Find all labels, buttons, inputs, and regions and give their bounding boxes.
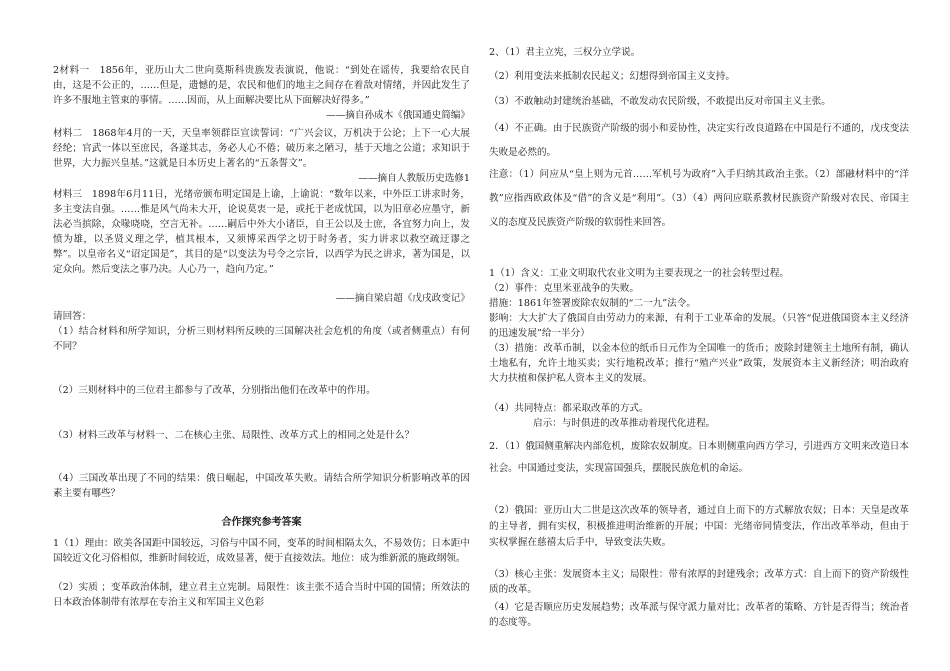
answer-2-4: （4）不正确。由于民族资产阶级的弱小和妥协性，决定实行改良道路在中国是行不通的，戊戌变法失败是必然的。: [489, 123, 909, 158]
material-one: 2材料一 1856年，亚历山大二世向莫斯科贵族发表演说，他说：“到处在谣传，我要给农民自由，这是不公正的，……但是，遗憾的是，农民和他们的地主之间存在着敌对情绪，并因此发生了许多不服地主管束的事情。……因而，从上面解决要比从下面解决好得多。”: [53, 65, 470, 106]
answer-b1-3: 措施：1861年签署废除农奴制的“二一九”法令。: [489, 298, 696, 309]
answer-b1-2: （2）事件：克里米亚战争的失败。: [489, 283, 640, 294]
answer-c2-3: （3）核心主张：发展资本主义；局限性：带有浓厚的封建残余；改革方式：自上而下的资产阶级性质的改革。: [489, 569, 909, 595]
answer-b1-1: 1（1）含义：工业文明取代农业文明为主要表现之一的社会转型过程。: [489, 268, 790, 279]
answer-b1-6: （4）共同特点：都采取改革的方式。: [489, 403, 649, 414]
answer-b1-4: 影响：大大扩大了俄国自由劳动力的来源，有利于工业革命的发展。（只答“促进俄国资本主义经济的迅速发展”给一半分）: [489, 313, 909, 339]
answer-2: （2）实质 ；变革政治体制，建立君主立宪制。局限性：该主张不适合当时中国的国情；所效法的日本政治体制带有浓厚在专治主义和军国主义色彩: [53, 582, 470, 608]
answer-prompt: 请回答：: [53, 311, 92, 322]
answer-2-3: （3）不敢触动封建统治基础，不敢发动农民阶级，不敢提出反对帝国主义主张。: [489, 96, 831, 107]
material-three-source: ——摘自梁启超《戊戌政变记》: [335, 293, 470, 304]
material-three: 材料三 1898年6月11日，光绪帝颁布明定国是上谕，上谕说：“数年以来，中外臣工讲求时务，多主变法自强。……惟是风气尚未大开，论说莫衷一是，或托于老成忧国，以为旧章必应墨守，新法必当摈除，众喙哓哓，空言无补。……嗣后中外大小诸臣，自王公以及士庶，各宜努力向上，发愤为雄，以圣贤义理之学，植其根本，又须博采西学之切于时务者，实力讲求以救空疏迂谬之弊”。以皇帝名义“诏定国是”，其目的是“以变法为号令之宗旨，以西学为民之讲求，著为国是，以定众向。然后变法之事乃决。人心乃一，趋向乃定。”: [53, 189, 470, 275]
answer-note: 注意：（1）问应从“皇上则为元首……军机号为政府”入手归纳其政治主张。（2）部融材料中的“洋教”应指西欧政体及“借”的含义是“利用”。（3）（4）两问应联系教材民族资产阶级对农民、帝国主义的态度及民族资产阶级的软弱性来回答。: [489, 169, 909, 228]
answer-b1-5: （3）措施：改革币制，以金本位的纸币日元作为全国唯一的货币；废除封建领主土地所有制，确认土地私有，允许土地买卖；实行地税改革；推行“殖产兴业”政策，发展资本主义新经济；明治政府大力扶植和保护私人资本主义的发展。: [489, 343, 909, 384]
material-two: 材料二 1868年4月的一天，天皇率领群臣宣读誓词：“广兴会议，万机决于公论；上下一心大展经纶；官武一体以至庶民，各遂其志，务必人心不倦；破历来之陋习，基于天地之公道；求知识于世界，大力振兴皇基。”这就是日本历史上著名的“五条誓文”。: [53, 128, 470, 169]
question-1: （1）结合材料和所学知识，分析三则材料所反映的三国解决社会危机的角度（或者侧重点）有何不同？: [53, 326, 470, 352]
answer-c2-1: 2．（1）俄国侧重解决内部危机，废除农奴制度。日本则侧重向西方学习，引进西方文明来改造日本社会。中国通过变法，实现富国强兵，摆脱民族危机的命运。: [489, 441, 909, 474]
material-one-source: ——摘自孙成木《俄国通史简编》: [326, 110, 470, 121]
answer-2-1: 2、（1）君主立宪，三权分立学说。: [489, 47, 641, 58]
answer-c2-2: （2）俄国：亚历山大二世是这次改革的领导者，通过自上而下的方式解放农奴；日本：天皇是改革的主导者，拥有实权，积极推进明治维新的开展；中国：光绪帝同情变法，作出改革举动，但由于实权掌握在慈禧太后手中，导致变法失败。: [489, 505, 909, 548]
answer-1: 1（1）理由：欧美各国距中国较远，习俗与中国不同，变革的时间相隔太久，不易效仿；日本距中国较近文化习俗相似，维新时间较近，成效显著，便于直接效法。地位：成为维新派的施政纲领。: [53, 538, 470, 564]
question-2: （2）三则材料中的三位君主都参与了改革，分别指出他们在改革中的作用。: [53, 385, 376, 396]
answers-title: 合作探究参考答案: [221, 517, 302, 528]
question-3: （3）材料三改革与材料一、二在核心主张、局限性、改革方式上的相同之处是什么？: [53, 430, 415, 441]
question-4: （4）三国改革出现了不同的结果：俄日崛起，中国改革失败。请结合所学知识分析影响改革的因素主要有哪些？: [53, 473, 470, 499]
answer-b1-7: 启示：与时俱进的改革推动着现代化进程。: [533, 418, 716, 429]
answer-2-2: （2）利用变法来抵制农民起义；幻想得到帝国主义支持。: [489, 71, 735, 82]
material-two-source: ——摘自人教版历史选修1: [358, 173, 470, 184]
answer-c2-4: （4）它是否顺应历史发展趋势；改革派与保守派力量对比；改革者的策略、方针是否得当；统治者的态度等。: [489, 602, 909, 628]
